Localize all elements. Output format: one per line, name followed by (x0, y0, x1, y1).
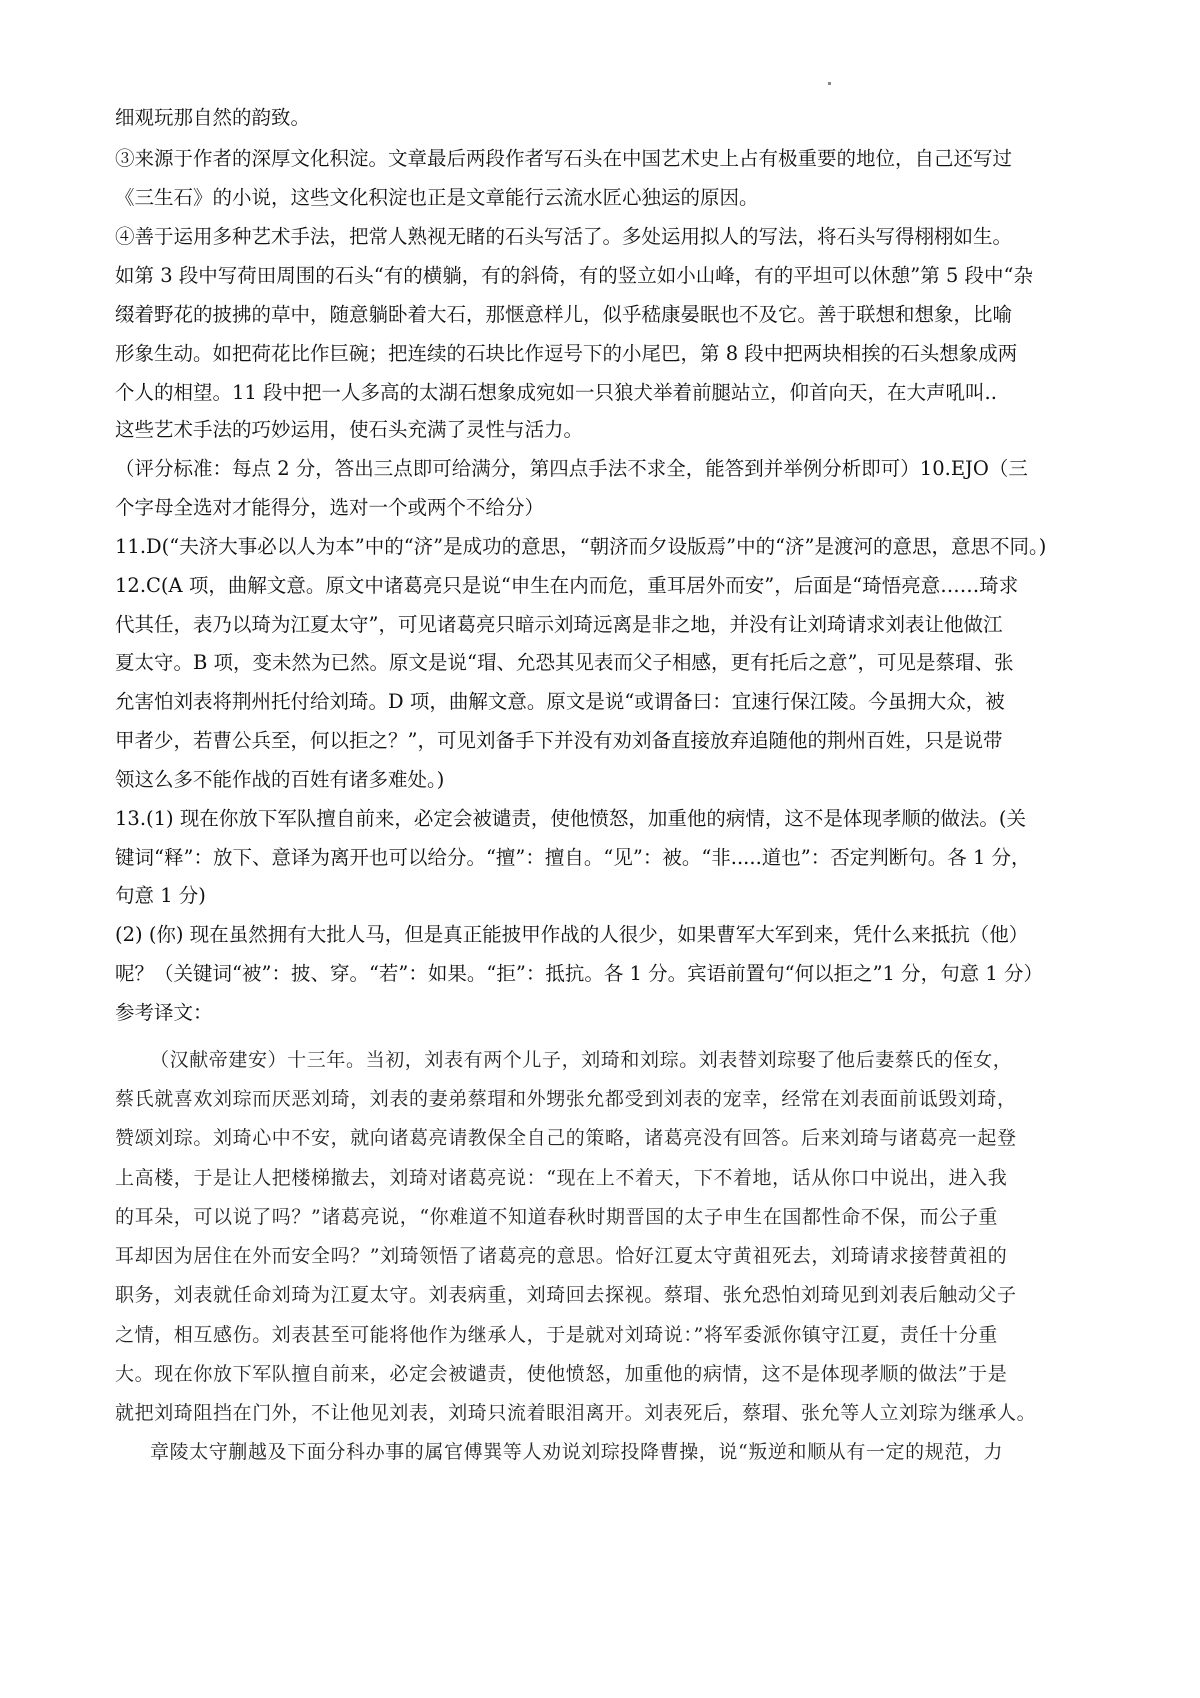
text-line: (2) (你) 现在虽然拥有大批人马，但是真正能披甲作战的人很少，如果曹军大军到来，凭什么来抵抗（他） (115, 923, 1029, 946)
translation-line: 蔡氏就喜欢刘琮而厌恶刘琦，刘表的妻弟蔡瑁和外甥张允都受到刘表的宠幸，经常在刘表面前诋毁刘琦， (115, 1088, 1017, 1110)
text-line: ③来源于作者的深厚文化积淀。文章最后两段作者写石头在中国艺术史上占有极重要的地位，自己还写过 (115, 147, 1013, 170)
text-line: 12.C(A 项，曲解文意。原文中诸葛亮只是说“申生在内而危，重耳居外而安”，后面是“琦悟亮意……琦求 (115, 574, 1019, 597)
translation-line: 的耳朵，可以说了吗？”诸葛亮说，“你难道不知道春秋时期晋国的太子申生在国都性命不保，而公子重 (115, 1206, 999, 1228)
text-line: 夏太守。B 项，变未然为已然。原文是说“瑁、允恐其见表而父子相感，更有托后之意”，可见是蔡瑁、张 (115, 651, 1014, 674)
translation-line: 赞颂刘琮。刘琦心中不安，就向诸葛亮请教保全自己的策略，诸葛亮没有回答。后来刘琦与诸葛亮一起登 (115, 1127, 1017, 1149)
text-line: 13.(1) 现在你放下军队擅自前来，必定会被谴责，使他愤怒，加重他的病情，这不是体现孝顺的做法。(关 (115, 807, 1026, 830)
text-line: 甲者少，若曹公兵至，何以拒之？”，可见刘备手下并没有劝刘备直接放弃追随他的荆州百姓，只是说带 (115, 729, 1003, 752)
translation-line: 之情，相互感伤。刘表甚至可能将他作为继承人，于是就对刘琦说：”将军委派你镇守江夏，责任十分重 (115, 1324, 998, 1346)
text-line: 细观玩那自然的韵致。 (115, 106, 311, 129)
translation-line: 上高楼，于是让人把楼梯撤去，刘琦对诸葛亮说：“现在上不着天，下不着地，话从你口中说出，进入我 (115, 1167, 1008, 1189)
text-line: ④善于运用多种艺术手法，把常人熟视无睹的石头写活了。多处运用拟人的写法，将石头写得栩栩如生。 (115, 225, 1013, 248)
text-line: 《三生石》的小说，这些文化积淀也正是文章能行云流水匠心独运的原因。 (115, 186, 759, 209)
translation-line: 职务，刘表就任命刘琦为江夏太守。刘表病重，刘琦回去探视。蔡瑁、张允恐怕刘琦见到刘表后触动父子 (115, 1284, 1017, 1306)
text-line: 这些艺术手法的巧妙运用，使石头充满了灵性与活力。 (115, 418, 584, 441)
text-line: 11.D(“夫济大事必以人为本”中的“济”是成功的意思，“朝济而夕设版焉”中的“济”是渡河的意思，意思不同。) (115, 535, 1047, 558)
text-line: 如第 3 段中写荷田周围的石头“有的横躺，有的斜倚，有的竖立如小山峰，有的平坦可以休憩”第 5 段中“杂 (115, 264, 1034, 287)
text-line: （评分标准：每点 2 分，答出三点即可给满分，第四点手法不求全，能答到并举例分析即可）10.EJO（三 (115, 457, 1028, 480)
translation-line: 大。现在你放下军队擅自前来，必定会被谴责，使他愤怒，加重他的病情，这不是体现孝顺的做法”于是 (115, 1363, 1008, 1385)
translation-line: 就把刘琦阻挡在门外，不让他见刘表，刘琦只流着眼泪离开。刘表死后，蔡瑁、张允等人立刘琮为继承人。 (115, 1402, 1037, 1424)
text-line: 缀着野花的披拂的草中，随意躺卧着大石，那惬意样儿，似乎嵇康晏眠也不及它。善于联想和想象，比喻 (115, 303, 1013, 326)
text-line: 形象生动。如把荷花比作巨碗；把连续的石块比作逗号下的小尾巴，第 8 段中把两块相挨的石头想象成两 (115, 342, 1018, 365)
text-line: 个字母全选对才能得分，选对一个或两个不给分） (115, 496, 545, 519)
text-line: 代其任，表乃以琦为江夏太守”，可见诸葛亮只暗示刘琦远离是非之地，并没有让刘琦请求刘表让他做江 (115, 613, 1003, 636)
text-line: 键词“释”：放下、意译为离开也可以给分。“擅”：擅自。“见”：被。“非.....道也”：否定判断句。各 1 分， (115, 846, 1031, 869)
translation-line: （汉献帝建安）十三年。当初，刘表有两个儿子，刘琦和刘琮。刘表替刘琮娶了他后妻蔡氏的侄女， (150, 1049, 1013, 1071)
translation-line: 章陵太守蒯越及下面分科办事的属官傅巽等人劝说刘琮投降曹操，说“叛逆和顺从有一定的规范，力 (150, 1441, 1004, 1463)
text-line: 呢？（关键词“被”：披、穿。“若”：如果。“拒”：抵抗。各 1 分。宾语前置句“何以拒之”1 分，句意 1 分） (115, 962, 1043, 985)
text-line: 参考译文： (115, 1001, 213, 1024)
translation-line: 耳却因为居住在外而安全吗？”刘琦领悟了诸葛亮的意思。恰好江夏太守黄祖死去，刘琦请求接替黄祖的 (115, 1245, 1008, 1267)
text-line: 个人的相望。11 段中把一人多高的太湖石想象成宛如一只狼犬举着前腿站立，仰首向天，在大声吼叫.. (115, 381, 997, 404)
text-line: 领这么多不能作战的百姓有诸多难处。) (115, 768, 445, 791)
scan-dot (828, 82, 831, 85)
text-line: 句意 1 分) (115, 884, 206, 907)
text-line: 允害怕刘表将荆州托付给刘琦。D 项，曲解文意。原文是说“或谓备曰：宜速行保江陵。今虽拥大众，被 (115, 690, 1005, 713)
